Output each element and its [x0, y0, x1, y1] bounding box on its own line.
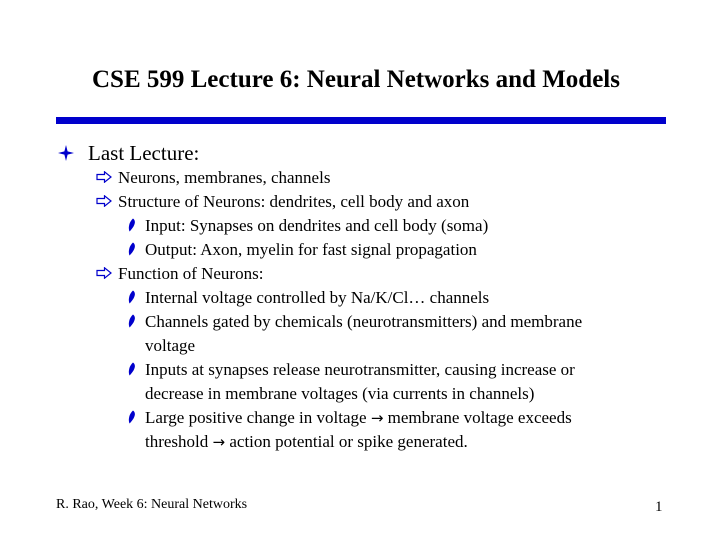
- bullet-input-synapses: Input: Synapses on dendrites and cell body (soma): [145, 216, 489, 235]
- bullet-neurons-membranes: Neurons, membranes, channels: [118, 168, 331, 187]
- leaf-bullet-icon: [128, 362, 136, 376]
- bullet-large-positive-change: [145, 406, 572, 430]
- leaf-bullet-icon: [128, 314, 136, 328]
- page-number: 1: [655, 499, 663, 515]
- bullet-output-axon: Output: Axon, myelin for fast signal propagation: [145, 240, 477, 259]
- outline-arrow-icon: [96, 171, 112, 183]
- bullet-function-of-neurons: Function of Neurons:: [118, 264, 264, 283]
- bullet-channels-gated: Channels gated by chemicals (neurotransmitters) and membrane: [145, 312, 583, 331]
- bullet-internal-voltage: Internal voltage controlled by Na/K/Cl… channels: [145, 288, 490, 307]
- bullet-inputs-at-synapses: Inputs at synapses release neurotransmitter, causing increase or: [145, 360, 575, 379]
- bullet-inputs-at-synapses-continued: decrease in membrane voltages (via currents in channels): [145, 384, 535, 403]
- large-change-text-b: membrane voltage exceeds: [387, 408, 572, 427]
- outline-arrow-icon: [96, 267, 112, 279]
- four-point-star-icon: [58, 145, 74, 161]
- title-rule-bar: [56, 117, 666, 124]
- action-potential-text: action potential or spike generated.: [229, 432, 468, 451]
- right-arrow-icon: →: [212, 433, 226, 451]
- title-rule: [56, 117, 666, 124]
- leaf-bullet-icon: [128, 410, 136, 424]
- threshold-text: threshold: [145, 432, 209, 451]
- large-change-text-a: Large positive change in voltage: [145, 408, 367, 427]
- bullet-structure-of-neurons: Structure of Neurons: dendrites, cell body and axon: [118, 192, 470, 211]
- outline-arrow-icon: [96, 195, 112, 207]
- bullet-channels-gated-continued: voltage: [145, 336, 196, 355]
- footer-credit: R. Rao, Week 6: Neural Networks: [56, 497, 248, 512]
- slide-title: CSE 599 Lecture 6: Neural Networks and Models: [92, 66, 620, 93]
- bullet-large-positive-change-continued: [145, 430, 468, 454]
- leaf-bullet-icon: [128, 290, 136, 304]
- right-arrow-icon: →: [370, 409, 384, 427]
- leaf-bullet-icon: [128, 218, 136, 232]
- leaf-bullet-icon: [128, 242, 136, 256]
- bullet-last-lecture: Last Lecture:: [88, 141, 200, 165]
